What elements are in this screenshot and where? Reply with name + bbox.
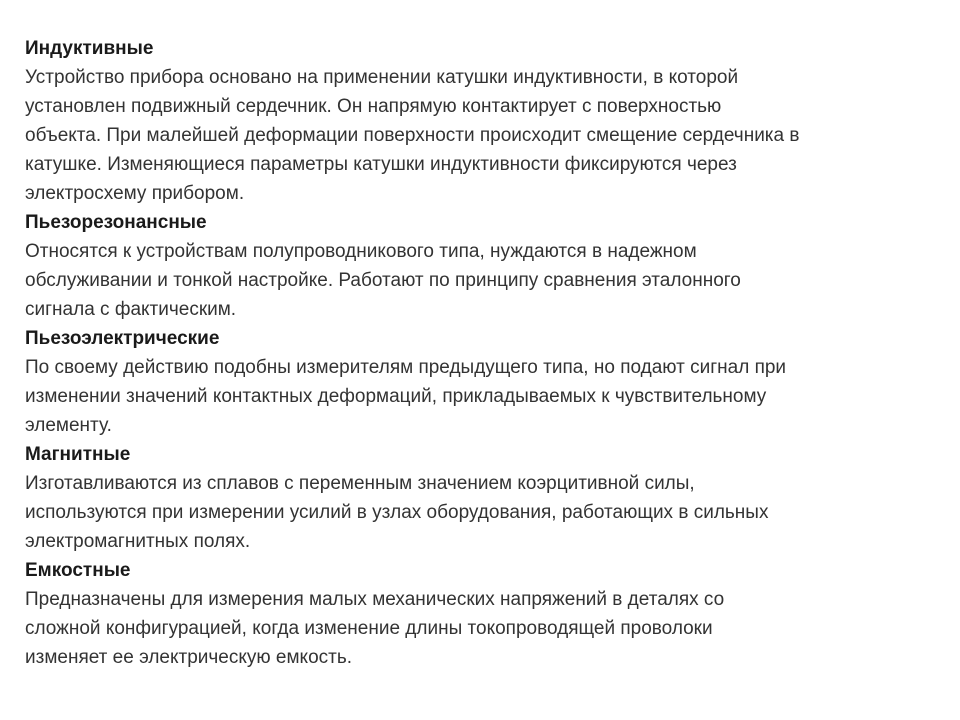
body-line: Предназначены для измерения малых механических напряжений в деталях со bbox=[25, 589, 725, 610]
section-heading: Пьезорезонансные bbox=[25, 212, 207, 233]
body-line: используются при измерении усилий в узлах оборудования, работающих в сильных bbox=[25, 502, 769, 523]
section-piezoresonant bbox=[25, 208, 940, 324]
body-line: установлен подвижный сердечник. Он напрямую контактирует с поверхностью bbox=[25, 96, 722, 117]
section-heading: Магнитные bbox=[25, 444, 131, 465]
body-line: элементу. bbox=[25, 415, 112, 436]
section-body bbox=[25, 63, 940, 208]
body-line: Изготавливаются из сплавов с переменным значением коэрцитивной силы, bbox=[25, 473, 695, 494]
body-line: По своему действию подобны измерителям предыдущего типа, но подают сигнал при bbox=[25, 357, 787, 378]
body-line: электромагнитных полях. bbox=[25, 531, 251, 552]
body-line: катушке. Изменяющиеся параметры катушки индуктивности фиксируются через bbox=[25, 154, 737, 175]
section-capacitive bbox=[25, 556, 940, 672]
body-line: Относятся к устройствам полупроводникового типа, нуждаются в надежном bbox=[25, 241, 697, 262]
section-body bbox=[25, 353, 940, 440]
section-piezoelectric bbox=[25, 324, 940, 440]
section-inductive bbox=[25, 34, 940, 208]
body-line: Устройство прибора основано на применении катушки индуктивности, в которой bbox=[25, 67, 739, 88]
body-line: сложной конфигурацией, когда изменение длины токопроводящей проволоки bbox=[25, 618, 713, 639]
body-line: объекта. При малейшей деформации поверхности происходит смещение сердечника в bbox=[25, 125, 800, 146]
body-line: сигнала с фактическим. bbox=[25, 299, 237, 320]
body-line: обслуживании и тонкой настройке. Работают по принципу сравнения эталонного bbox=[25, 270, 741, 291]
body-line: изменяет ее электрическую емкость. bbox=[25, 647, 353, 668]
section-magnetic bbox=[25, 440, 940, 556]
section-body bbox=[25, 469, 940, 556]
section-heading: Индуктивные bbox=[25, 38, 154, 59]
section-heading: Емкостные bbox=[25, 560, 131, 581]
section-body bbox=[25, 237, 940, 324]
body-line: электросхему прибором. bbox=[25, 183, 245, 204]
body-line: изменении значений контактных деформаций, прикладываемых к чувствительному bbox=[25, 386, 767, 407]
section-heading: Пьезоэлектрические bbox=[25, 328, 220, 349]
slide-content bbox=[25, 34, 940, 672]
section-body bbox=[25, 585, 940, 672]
